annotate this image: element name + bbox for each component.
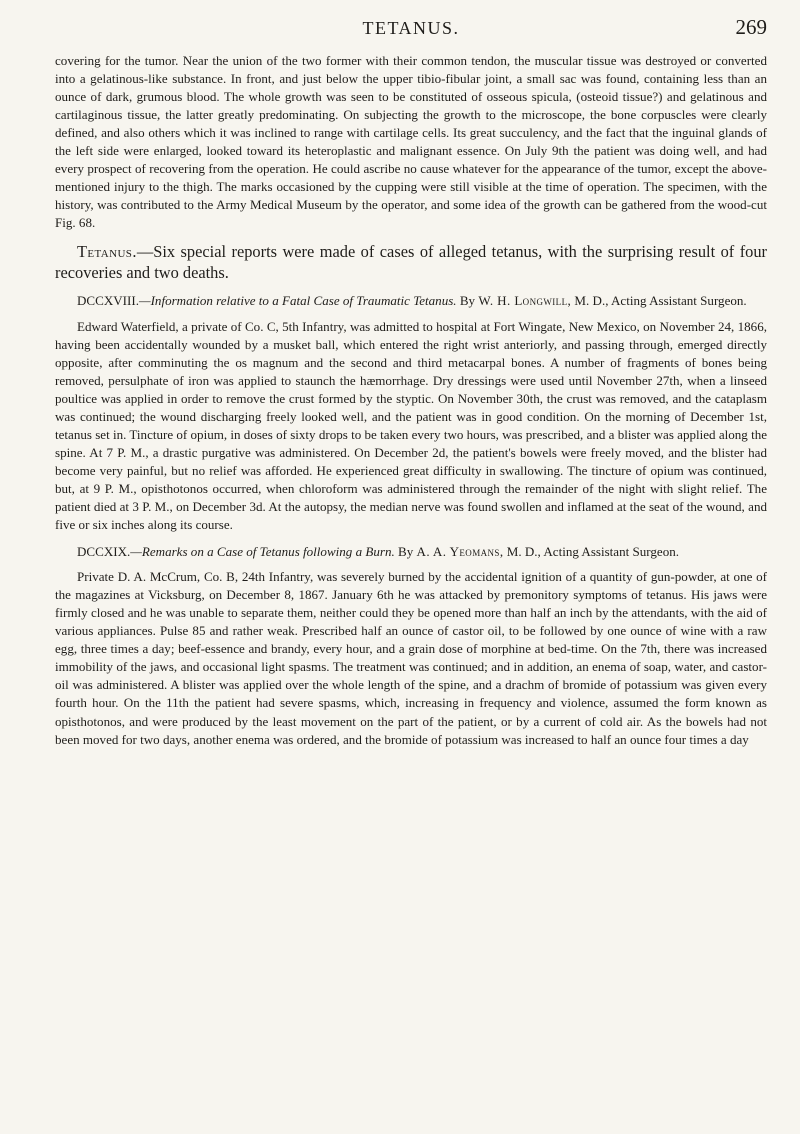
byline-suffix: M. D., Acting Assistant Surgeon. [571,293,747,309]
case-title: —Remarks on a Case of Tetanus following a Burn. [130,544,395,560]
case-body: Edward Waterfield, a private of Co. C, 5th Infantry, was admitted to hospital at Fort Wingate, New Mexico, on November 24, 1866, having been accidentally wounded by a musket ball, which entered the right wrist anteriorly, and passing through, emerged directly opposite, after comminuting the os magnum and the second and third metacarpal bones. A number of fragments of bones being removed, persulphate of iron was applied to staunch the hæmorrhage. Dry dressings were used until November 27th, when a linseed poultice was applied in order to remove the crust formed by the styptic. On November 30th, the crust was removed, and the cataplasm was continued; the wound discharging freely looked well, and the patient was in good condition. On the morning of December 1st, tetanus set in. Tincture of opium, in doses of sixty drops to be taken every two hours, was prescribed, and a blister was applied along the spine. At 7 P. M., a drastic purgative was administered. On December 2d, the patient's bowels were freely moved, and the blister had become very painful, but no relief was afforded. He experienced great difficulty in swallowing. The tincture of opium was continued, but, at 9 P. M., opisthotonos occurred, when chloroform was administered through the remainder of the night with slight relief. The patient died at 3 P. M., on December 3d. At the autopsy, the median nerve was found swollen and inflamed at the seat of the wound, and five or six inches along its course. [55,318,768,533]
page-header [55,15,767,52]
byline-prefix: By [456,293,479,309]
section-title: Tetanus. [77,242,137,262]
running-title: TETANUS. [362,18,460,38]
opening-paragraph: covering for the tumor. Near the union of the two former with their common tendon, the muscular tissue was destroyed or converted into a gelatinous-like substance. In front, and just below the upper tibio-fibular joint, a small sac was found, containing less than an ounce of dark, grumous blood. The whole growth was seen to be constituted of osseous spicula, (osteoid tissue?) and gelatinous and cartilaginous tissue, the latter greatly predominating. On subjecting the growth to the microscope, the bone corpuscles were clearly defined, and also others which it was inclined to range with cartilage cells. Its great succulency, and the fact that the inguinal glands of the left side were enlarged, looked toward its heteroplastic and malignant essence. On July 9th the patient was doing well, and had every prospect of recovering from the operation. He could ascribe no cause whatever for the appearance of the tumor, except the above-mentioned injury to the thigh. The marks occasioned by the cupping were still visible at the time of operation. The specimen, with the history, was contributed to the Army Medical Museum by the operator, and some idea of the growth can be gathered from the wood-cut Fig. 68. [55,53,767,231]
case-author: W. H. Longwill, [478,293,572,309]
case-number: DCCXIX. [77,544,131,560]
section-lead-text: —Six special reports were made of cases of alleged tetanus, with the surprising result of four recoveries and two deaths. [55,242,767,283]
section-lead [55,241,767,283]
book-page [55,15,768,749]
case-title: —Information relative to a Fatal Case of Traumatic Tetanus. [138,293,457,309]
case-author: A. A. Yeomans, [416,544,504,560]
case-number: DCCXVIII. [77,293,139,309]
page-number: 269 [735,15,767,39]
case-body: Private D. A. McCrum, Co. B, 24th Infantry, was severely burned by the accidental ignition of a quantity of gun-powder, at one of the magazines at Vicksburg, on December 8, 1867. January 6th he was attacked by premonitory symptoms of tetanus. His jaws were firmly closed and he was unable to separate them, neither could they be opened more than half an inch by the attendants, with the aid of various appliances. Pulse 85 and rather weak. Prescribed half an ounce of castor oil, to be followed by one ounce of wine with a raw egg, three times a day; beef-essence and brandy, every hour, and a grain dose of morphine at bed-time. On the 7th, there was increased immobility of the jaws, and occasional light spasms. The treatment was continued; and in addition, an enema of soap, water, and castor-oil was administered. A blister was applied over the whole length of the spine, and a drachm of bromide of potassium was given every fourth hour. On the 11th the patient had severe spasms, which, increasing in frequency and violence, assumed the form known as opisthotonos, and were produced by the least movement on the part of the patient, or by a current of cold air. As the bowels had not been moved for two days, another enema was ordered, and the bromide of potassium was increased to half an ounce four times a day [55,569,767,747]
case-heading [55,543,767,561]
case-heading [55,292,767,310]
byline-suffix: M. D., Acting Assistant Surgeon. [503,544,680,560]
byline-prefix: By [394,544,417,560]
